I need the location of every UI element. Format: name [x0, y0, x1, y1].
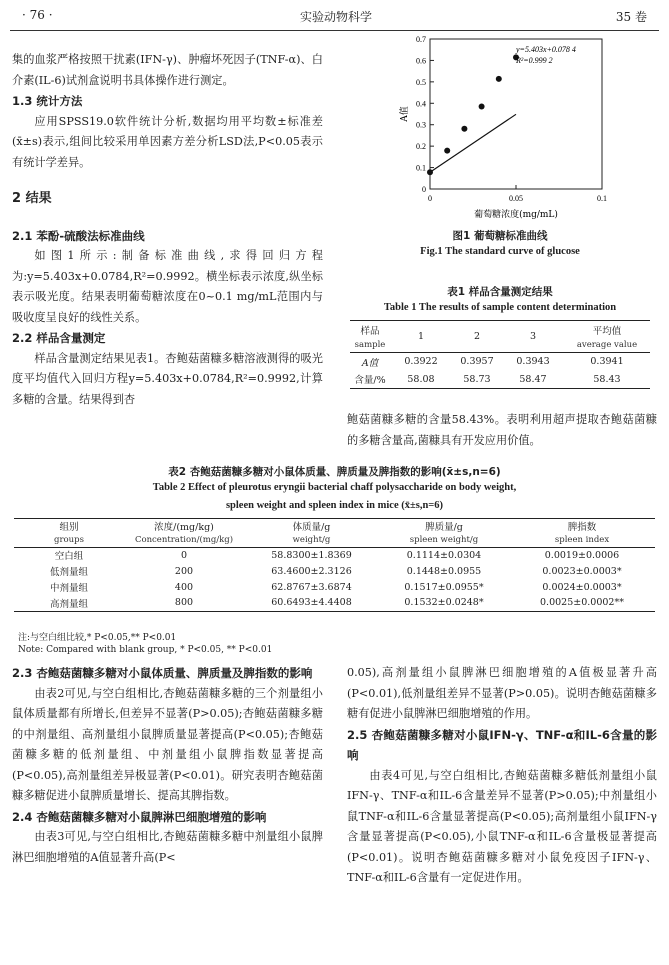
table2-cell: 0.0024±0.0003*: [542, 581, 622, 593]
table1-header-col: 1: [390, 321, 452, 353]
table2-cell: 0: [180, 549, 188, 561]
table-row: [14, 579, 655, 595]
subsection-heading: 2.3 杏鲍菇菌糠多糖对小鼠体质量、脾质量及脾指数的影响: [12, 666, 313, 680]
figure1-caption-cn: 图1 葡萄糖标准曲线: [452, 230, 548, 242]
table2-note-cn: 注:与空白组比较,* P<0.05,** P<0.01: [18, 633, 177, 643]
data-point: [479, 104, 485, 110]
subsection-heading: 1.3 统计方法: [12, 94, 83, 108]
x-tick-label: 0.05: [509, 194, 523, 203]
spacer: [12, 173, 323, 185]
left-column-top: [12, 50, 323, 410]
subsection-heading: 2.1 苯酚-硫酸法标准曲线: [12, 228, 145, 243]
table2-cell: 62.8767±3.6874: [271, 581, 352, 593]
paragraph: 由表3可见,与空白组相比,杏鲍菇菌糠多糖中剂量组小鼠脾淋巴细胞增殖的A值显著升高(P<: [12, 830, 323, 864]
table1-row-label: 含量/%: [354, 375, 386, 387]
table1-cell: 0.3922: [404, 356, 438, 368]
right-column-bottom: [347, 663, 657, 889]
left-column-bottom: [12, 663, 323, 868]
table2-cell: 0.1114±0.0304: [406, 549, 482, 561]
table2-cell: 800: [174, 597, 194, 609]
table2-cell: 中剂量组: [49, 583, 88, 594]
table2-header-en: weight/g: [292, 534, 331, 545]
table-row: [14, 595, 655, 611]
right-column-top-paragraph: [347, 410, 657, 451]
y-axis-label: A值: [400, 106, 410, 122]
paragraph: 由表4可见,与空白组相比,杏鲍菇菌糠多糖低剂量组小鼠IFN-γ、TNF-α和IL-6含量差异不显著(P>0.05);中剂量组小鼠TNF-α和IL-6含量显著提高(P<0.05);高剂量组小鼠IFN-γ含量显著提高(P<0.05),小鼠TNF-α和IL-6含量极显著提高(P<0.01)。说明杏鲍菇菌糠多糖对小鼠免疫因子IFN-γ、TNF-α和IL-6含量有一定促进作用。: [347, 768, 657, 884]
table2-note-en: Note: Compared with blank group, * P<0.05, ** P<0.01: [18, 645, 273, 655]
table1-row-label: A值: [361, 357, 379, 369]
y-tick-label: 0.3: [416, 120, 426, 130]
paragraph: 样品含量测定结果见表1。杏鲍菇菌糠多糖溶液测得的吸光度平均值代入回归方程y=5.403x+0.0784,R²=0.9992,计算多糖的含量。结果得到杏: [12, 351, 323, 406]
table2-header-en: groups: [54, 534, 84, 545]
table1-caption-cn: 表1 样品含量测定结果: [447, 286, 553, 298]
paragraph: 如图1所示:制备标准曲线,求得回归方程为:y=5.403x+0.0784,R²=0.9992。横坐标表示浓度,纵坐标表示吸光度。结果表明葡萄糖浓度在0~0.1 mg/mL范围内与吸收度呈良好的线性关系。: [12, 249, 323, 324]
table2-header-en: spleen index: [554, 534, 610, 545]
table2-cell: 0.0025±0.0002**: [540, 597, 624, 609]
header-rule: [10, 30, 659, 31]
table2-header-cn: 体质量/g: [292, 522, 331, 533]
y-tick-label: 0.5: [416, 77, 426, 87]
table1-cell: 0.3957: [460, 356, 494, 368]
y-tick-label: 0.6: [416, 56, 426, 66]
subsection-heading: 2.2 样品含量测定: [12, 331, 106, 345]
x-tick-label: 0: [428, 194, 432, 203]
table1-cell: 0.3941: [590, 356, 624, 368]
volume-label: 35 卷: [615, 10, 647, 24]
table1-header-col: 2: [452, 321, 502, 353]
y-tick-label: 0.1: [416, 163, 426, 173]
table1-header-avg-cn: 平均值: [592, 325, 622, 337]
paragraph: 0.05),高剂量组小鼠脾淋巴细胞增殖的A值极显著升高(P<0.01),低剂量组差异不显著(P>0.05)。说明杏鲍菇菌糠多糖有促进小鼠脾淋巴细胞增殖的作用。: [347, 666, 657, 720]
spacer: [12, 214, 323, 226]
table2-header-en: spleen weight/g: [409, 534, 479, 545]
regression-equation: y=5.403x+0.078 4: [516, 45, 576, 54]
table1-cell: 58.47: [519, 373, 547, 385]
figure1-caption-en: Fig.1 The standard curve of glucose: [420, 246, 580, 257]
y-tick-label: 0.2: [416, 142, 426, 152]
y-tick-label: 0: [422, 185, 426, 194]
subsection-heading: 2.4 杏鲍菇菌糠多糖对小鼠脾淋巴细胞增殖的影响: [12, 809, 267, 824]
table2-cell: 0.1517±0.0955*: [404, 581, 484, 593]
y-tick-label: 0.7: [416, 35, 426, 44]
table2-header-en: Concentration/(mg/kg): [134, 534, 234, 545]
table2-cell: 0.1448±0.0955: [406, 565, 482, 577]
journal-title: 实验动物科学: [300, 10, 373, 24]
table2-cell: 58.8300±1.8369: [271, 549, 352, 561]
paragraph: 应用SPSS19.0软件统计分析,数据均用平均数±标准差(x̄±s)表示,组间比较采用单因素方差分析LSD法,P<0.05表示有统计学差异。: [12, 114, 323, 169]
x-tick-label: 0.1: [597, 194, 607, 203]
table1-cell: 58.43: [593, 373, 621, 385]
table2-header-cn: 浓度/(mg/kg): [154, 522, 214, 533]
table1-cell: 58.08: [407, 373, 435, 385]
paragraph: 鲍菇菌糠多糖的含量58.43%。表明利用超声提取杏鲍菇菌糠的多糖含量高,菌糠具有开发应用价值。: [347, 413, 657, 447]
table2-caption-en-line1: Table 2 Effect of pleurotus eryngii bacterial chaff polysaccharide on body weight,: [152, 482, 517, 493]
table2-caption-cn: 表2 杏鲍菇菌糠多糖对小鼠体质量、脾质量及脾指数的影响(x̄±s,n=6): [168, 466, 501, 478]
table2-cell: 高剂量组: [49, 598, 88, 610]
table1-header-sample-en: sample: [354, 340, 386, 351]
r-squared-label: R²=0.999 2: [516, 56, 553, 65]
table2-header-cn: 脾质量/g: [425, 522, 463, 533]
paragraph: 集的血浆严格按照干扰素(IFN-γ)、肿瘤坏死因子(TNF-α)、白介素(IL-6)试剂盒说明书具体操作进行测定。: [12, 53, 323, 87]
table1: [350, 320, 650, 389]
table2-cell: 低剂量组: [49, 567, 88, 578]
paragraph: 由表2可见,与空白组相比,杏鲍菇菌糠多糖的三个剂量组小鼠体质量都有所增长,但差异不显著(P>0.05);杏鲍菇菌糠多糖的中剂量组、高剂量组小鼠脾质量显著提高(P<0.05);杏鲍菇菌糠多糖的低剂量组、中剂量组小鼠脾指数显著提高(P<0.05),高剂量组差异极显著(P<0.01)。研究表明杏鲍菇菌糠多糖促进小鼠脾质量增长、提高其脾指数。: [12, 686, 323, 802]
table2-cell: 400: [174, 581, 194, 593]
table2-cell: 63.4600±2.3126: [271, 565, 352, 577]
page-number: · 76 ·: [22, 8, 53, 22]
glucose-standard-curve-chart: [385, 34, 615, 224]
table1-cell: 58.73: [463, 373, 491, 385]
table1-header-avg-en: average value: [576, 340, 638, 351]
table2-cell: 60.6493±4.4408: [271, 597, 352, 609]
table2: [14, 518, 655, 612]
subsection-heading: 2.5 杏鲍菇菌糠多糖对小鼠IFN-γ、TNF-α和IL-6含量的影响: [347, 727, 657, 762]
x-axis-label: 葡萄糖浓度(mg/mL): [474, 210, 558, 220]
data-point: [461, 126, 467, 132]
table2-header-cn: 组别: [59, 522, 79, 533]
table1-cell: 0.3943: [516, 356, 550, 368]
table2-header-cn: 脾指数: [567, 522, 597, 533]
table2-cell: 0.1532±0.0248*: [404, 597, 484, 609]
table1-header-col: 3: [502, 321, 564, 353]
table-row: [14, 547, 655, 563]
table2-cell: 空白组: [54, 551, 84, 563]
table2-caption-en-line2: spleen weight and spleen index in mice (x̄±s,n=6): [225, 500, 444, 511]
data-point: [444, 148, 450, 154]
table2-cell: 200: [174, 565, 194, 577]
table1-header-sample-cn: 样品: [360, 325, 380, 337]
section-heading: 2 结果: [12, 191, 52, 206]
table2-cell: 0.0023±0.0003*: [542, 565, 622, 577]
data-point: [427, 169, 433, 175]
y-tick-label: 0.4: [416, 99, 426, 109]
fit-line: [430, 114, 516, 172]
table2-cell: 0.0019±0.0006: [544, 549, 620, 561]
table-row: [14, 563, 655, 579]
table1-caption-en: Table 1 The results of sample content determination: [383, 302, 617, 313]
data-point: [496, 76, 502, 82]
